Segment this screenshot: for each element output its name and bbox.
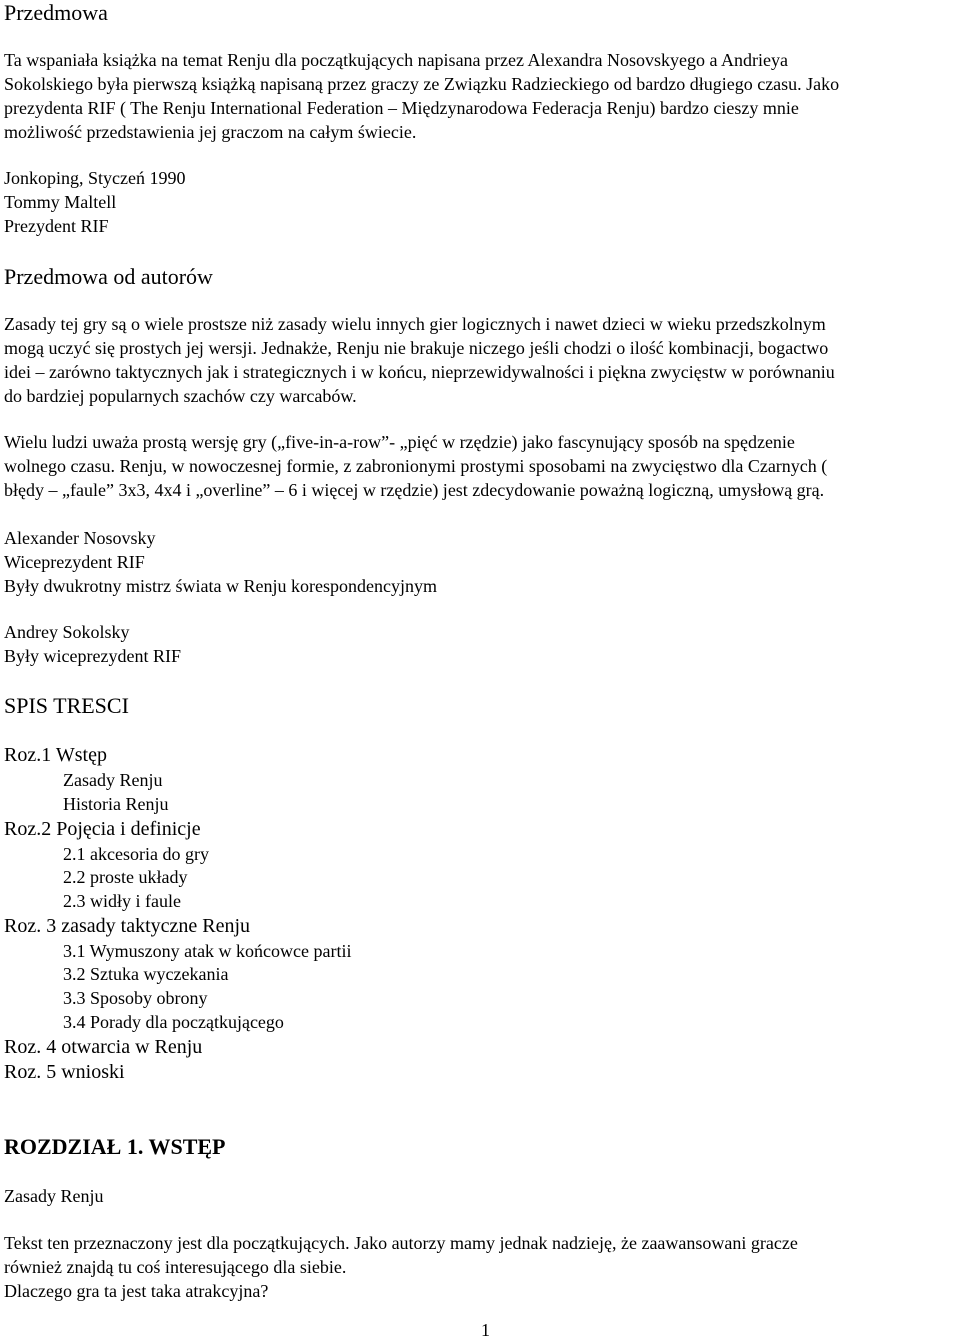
toc-entry: Roz. 5 wnioski xyxy=(4,1061,125,1083)
page-number: 1 xyxy=(481,1320,490,1340)
signature-place-date: Jonkoping, Styczeń 1990 xyxy=(4,168,186,188)
preface-line: Sokolskiego była pierwszą książką napisaną przez graczy ze Związku Radzieckiego od bardzo długiego czasu. Jako xyxy=(4,74,840,94)
toc-entry: Roz. 3 zasady taktyczne Renju xyxy=(4,915,251,937)
author1-role: Wiceprezydent RIF xyxy=(4,552,145,572)
toc-subentry: 2.2 proste układy xyxy=(63,867,188,887)
authors-preface-line: wolnego czasu. Renju, w nowoczesnej formie, z zabronionymi prostymi sposobami na zwycięstwo dla Czarnych ( xyxy=(4,456,828,476)
toc-subentry: Zasady Renju xyxy=(63,770,163,790)
chapter-subtitle: Zasady Renju xyxy=(4,1186,104,1206)
toc-entry: Roz. 4 otwarcia w Renju xyxy=(4,1036,203,1058)
preface-line: możliwość przedstawienia jej graczom na całym świecie. xyxy=(4,122,417,142)
toc-subentry: 2.3 widły i faule xyxy=(63,891,181,911)
toc-title: SPIS TRESCI xyxy=(4,693,129,718)
preface-line: Ta wspaniała książka na temat Renju dla początkujących napisana przez Alexandra Nosovskyego a Andrieya xyxy=(4,50,788,70)
chapter-line: również znajdą tu coś interesującego dla siebie. xyxy=(4,1257,347,1277)
toc-subentry: 3.3 Sposoby obrony xyxy=(63,988,208,1008)
authors-preface-line: Zasady tej gry są o wiele prostsze niż zasady wielu innych gier logicznych i nawet dzieci w wieku przedszkolnym xyxy=(4,314,826,334)
authors-preface-line: błędy – „faule” 3x3, 4x4 i „overline” – 6 i więcej w rzędzie) jest zdecydowanie poważną logiczną, umysłową grą. xyxy=(4,480,825,500)
authors-preface-title: Przedmowa od autorów xyxy=(4,264,213,289)
author1-name: Alexander Nosovsky xyxy=(4,528,156,548)
toc-subentry: 3.1 Wymuszony atak w końcowce partii xyxy=(63,941,352,961)
authors-preface-line: idei – zarówno taktycznych jak i strategicznych i w końcu, nieprzewidywalności i piękna zwycięstw w porównaniu xyxy=(4,362,835,382)
signature-name: Tommy Maltell xyxy=(4,192,117,212)
toc-subentry: 3.4 Porady dla początkującego xyxy=(63,1012,284,1032)
chapter-title: ROZDZIAŁ 1. WSTĘP xyxy=(4,1134,226,1159)
toc-entry: Roz.1 Wstęp xyxy=(4,744,107,766)
toc-entry: Roz.2 Pojęcia i definicje xyxy=(4,818,201,840)
authors-preface-line: do bardziej popularnych szachów czy warcabów. xyxy=(4,386,357,406)
author1-note: Były dwukrotny mistrz świata w Renju korespondencyjnym xyxy=(4,576,437,596)
chapter-line: Tekst ten przeznaczony jest dla początkujących. Jako autorzy mamy jednak nadzieję, że zaawansowani gracze xyxy=(4,1233,798,1253)
toc-subentry: Historia Renju xyxy=(63,794,169,814)
authors-preface-line: mogą uczyć się prostych jej wersji. Jednakże, Renju nie brakuje niczego jeśli chodzi o ilość kombinacji, bogactwo xyxy=(4,338,829,358)
preface-line: prezydenta RIF ( The Renju International Federation – Międzynarodowa Federacja Renju) bardzo cieszy mnie xyxy=(4,98,799,118)
preface-title: Przedmowa xyxy=(4,0,108,25)
author2-role: Były wiceprezydent RIF xyxy=(4,646,181,666)
toc-subentry: 3.2 Sztuka wyczekania xyxy=(63,964,229,984)
signature-role: Prezydent RIF xyxy=(4,216,109,236)
authors-preface-line: Wielu ludzi uważa prostą wersję gry („five-in-a-row”- „pięć w rzędzie) jako fascynujący sposób na spędzenie xyxy=(4,432,795,452)
toc-subentry: 2.1 akcesoria do gry xyxy=(63,844,209,864)
author2-name: Andrey Sokolsky xyxy=(4,622,130,642)
chapter-line: Dlaczego gra ta jest taka atrakcyjna? xyxy=(4,1281,269,1301)
